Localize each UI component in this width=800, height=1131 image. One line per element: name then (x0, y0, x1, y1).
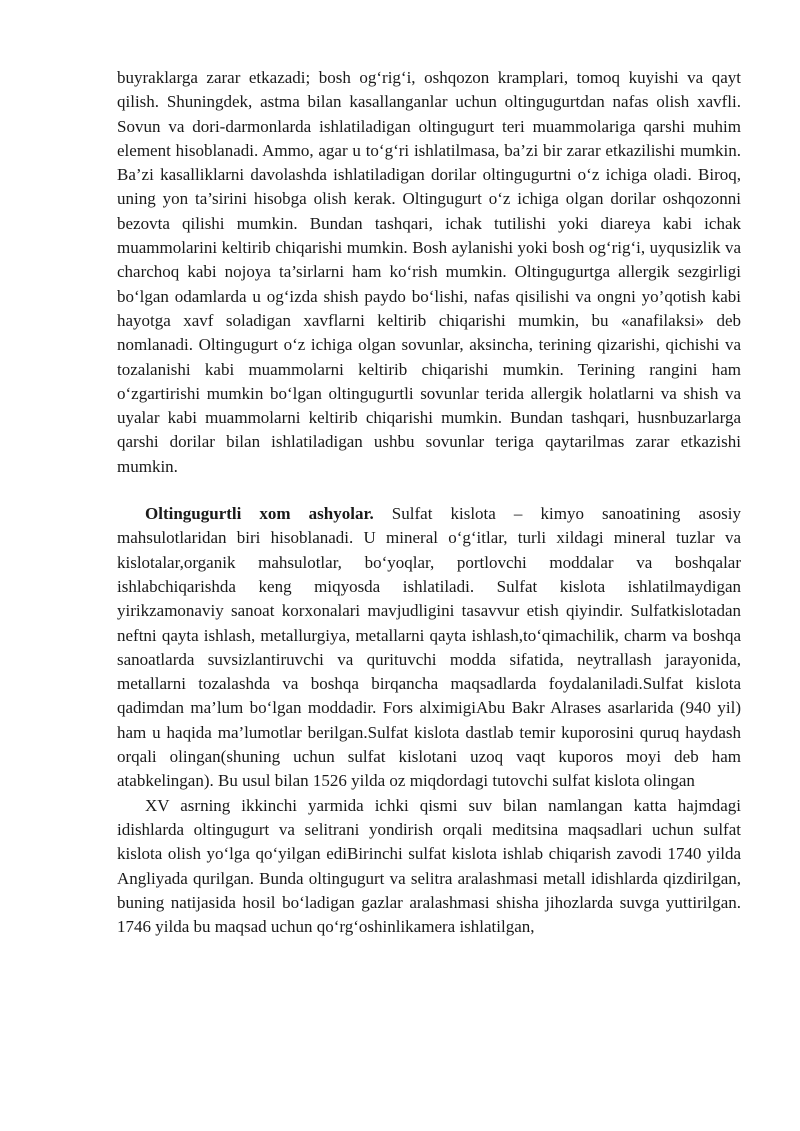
section-heading: Oltingugurtli xom ashyolar. (145, 504, 374, 524)
paragraph-sulfuric-acid (117, 502, 741, 794)
paragraph-history: XV asrning ikkinchi yarmida ichki qismi suv bilan namlangan katta hajmdagi idishlarda oltingugurt va selitrani yondirish orqali meditsina maqsadlari uchun sulfat kislota olish yo‘lga qo‘yilgan ediBirinchi sulfat kislota ishlab chiqarish zavodi 1740 yilda Angliyada qurilgan. Bunda oltingugurt va selitra aralashmasi metall idishlarda qizdirilgan, buning natijasida hosil bo‘ladigan gazlar aralashmasi shisha jihozlarda suvga yuttirilgan. 1746 yilda bu maqsad uchun qo‘rg‘oshinlikamera ishlatilgan, (117, 795, 741, 937)
paragraph-health-effects: buyraklarga zarar etkazadi; bosh og‘rig‘i, oshqozon kramplari, tomoq kuyishi va qayt qilish. Shuningdek, astma bilan kasallanganlar uchun oltingugurtdan nafas olish xavfli. Sovun va dori-darmonlarda ishlatiladigan oltingugurt teri muammolariga qarshi muhim element hisoblanadi. Ammo, agar u to‘g‘ri ishlatilmasa, ba’zi bir zarar etkazilishi mumkin. Ba’zi kasalliklarni davolashda ishlatiladigan dorilar oltingugurtni o‘z ichiga oladi. Biroq, uning yon ta’sirini hisobga olish kerak. Oltingugurt o‘z ichiga olgan dorilar oshqozonni bezovta qilishi mumkin. Bundan tashqari, ichak tutilishi yoki diareya kabi ichak muammolarini keltirib chiqarishi mumkin. Bosh aylanishi yoki bosh og‘rig‘i, uyqusizlik va charchoq kabi nojoya ta’sirlarni ham ko‘rish mumkin. Oltingugurtga allergik sezgirligi bo‘lgan odamlarda u og‘izda shish paydo bo‘lishi, nafas qisilishi va ongni yo’qotish kabi hayotga xavf soladigan xavflarni keltirib chiqarishi mumkin, bu «anafilaksi» deb nomlanadi. Oltingugurt o‘z ichiga olgan sovunlar, aksincha, terining qizarishi, qichishi va tozalanishi kabi muammolarni keltirib chiqarishi mumkin. Terining rangini ham o‘zgartirishi mumkin bo‘lgan oltingugurtli sovunlar terida allergik holatlarni va shish va uyalar kabi muammolarni keltirib chiqarishi mumkin. Bundan tashqari, husnbuzarlarga qarshi dorilar bilan ishlatiladigan ushbu sovunlar teriga qaytarilmas zarar etkazishi mumkin. (117, 68, 741, 476)
paragraph-spacer (117, 479, 741, 502)
document-page (117, 66, 741, 939)
paragraph-sulfuric-acid-text: Sulfat kislota – kimyo sanoatining asosiy mahsulotlaridan biri hisoblanadi. U mineral o‘g‘itlar, turli xildagi mineral tuzlar va kislotalar,organik mahsulotlar, bo‘yoqlar, portlovchi moddalar va boshqalar ishlabchiqarishda keng miqyosda ishlatiladi. Sulfat kislota ishlatilmaydigan yirikzamonaviy sanoat korxonalari mavjudligini tasavvur etish qiyindir. Sulfatkislotadan neftni qayta ishlash, metallurgiya, metallarni qayta ishlash,to‘qimachilik, charm va boshqa sanoatlarda suvsizlantiruvchi va qurituvchi modda sifatida, neytrallash jarayonida, metallarni tozalashda va boshqa birqancha maqsadlarda foydalaniladi.Sulfat kislota qadimdan ma’lum bo‘lgan moddadir. Fors alximigiAbu Bakr Alrases asarlarida (940 yil) ham u haqida ma’lumotlar berilgan.Sulfat kislota dastlab temir kuporosini quruq haydash orqali olingan(shuning uchun sulfat kislotani uzoq vaqt kuporos moyi deb ham atabkelingan). Bu usul bilan 1526 yilda oz miqdordagi tutovchi sulfat kislota olingan (117, 504, 741, 791)
